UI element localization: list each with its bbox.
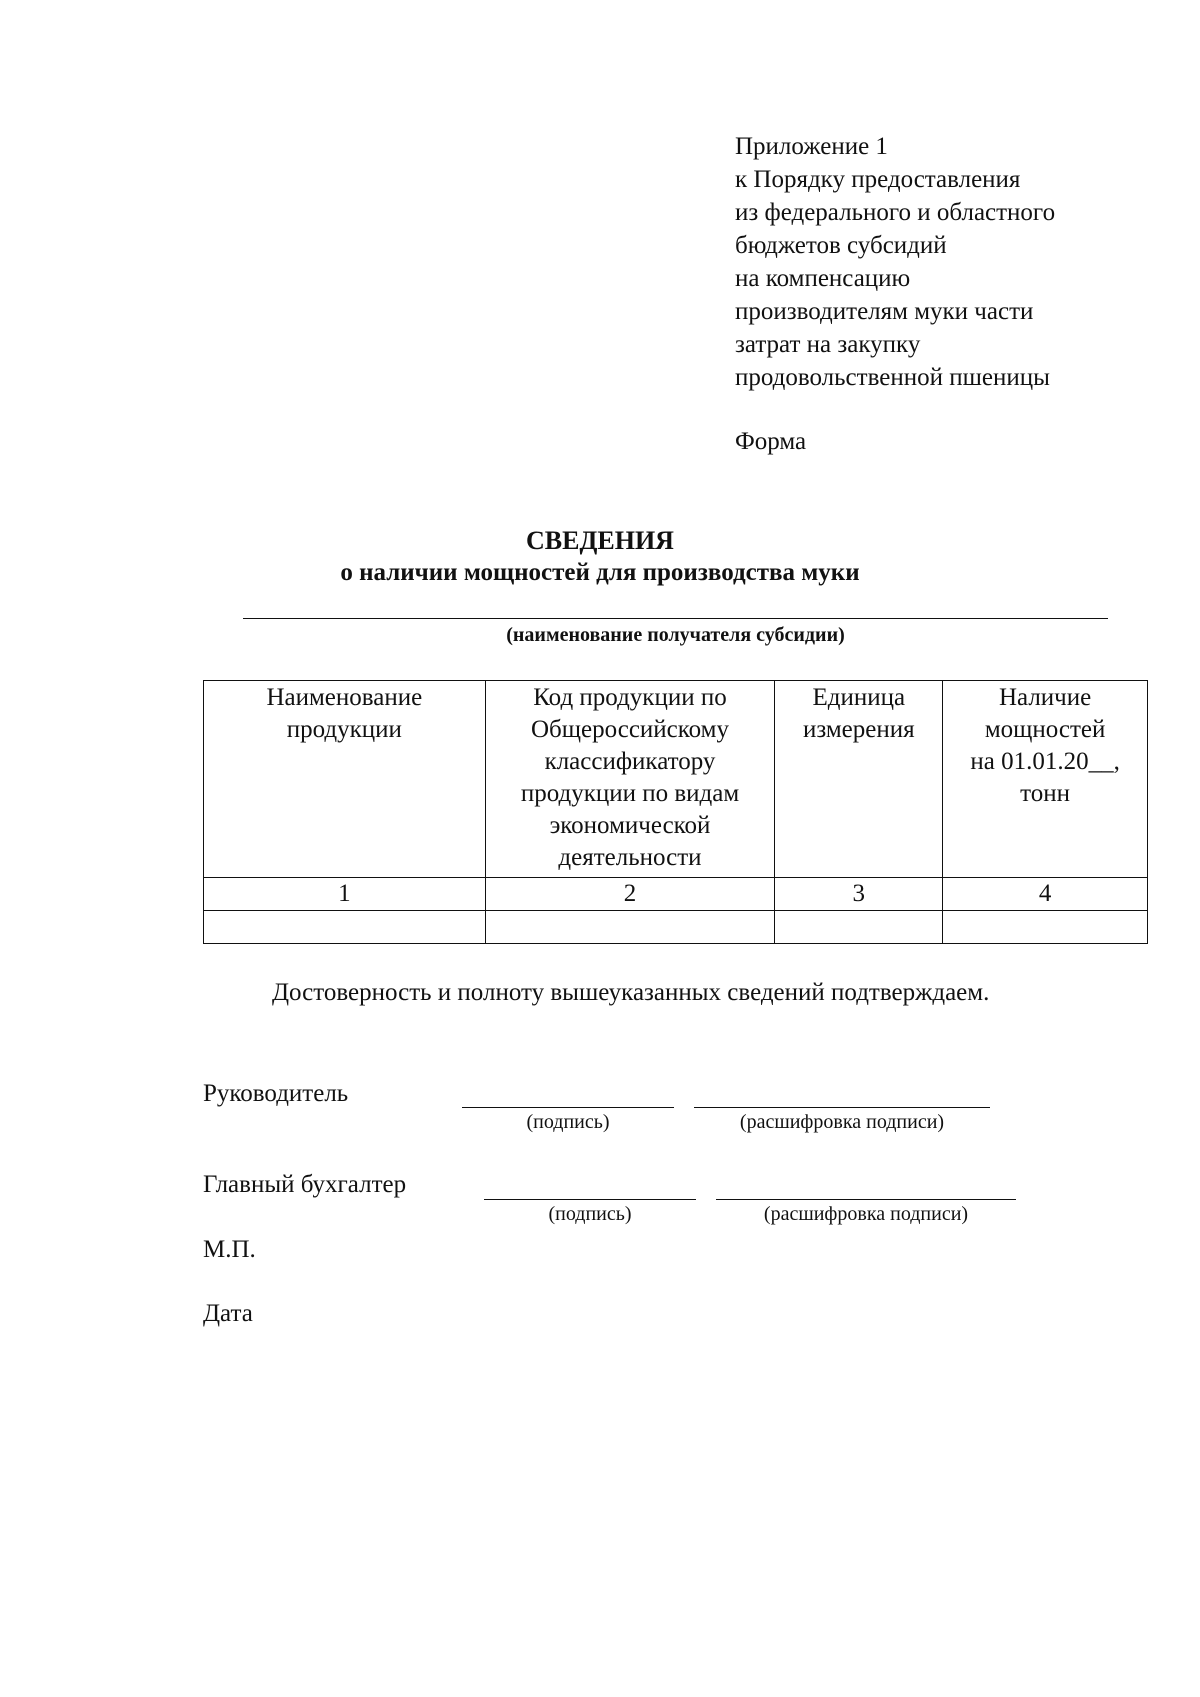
appendix-line: затрат на закупку	[735, 331, 921, 358]
column-number-row	[204, 878, 1148, 911]
header-text: мощностей	[984, 716, 1106, 743]
appendix-line: производителям муки части	[735, 298, 1034, 325]
capacity-table	[203, 680, 1148, 944]
accountant-signature-caption: (подпись)	[548, 1203, 632, 1225]
recipient-name-line[interactable]	[243, 618, 1108, 619]
column-number: 4	[943, 878, 1148, 911]
header-text: измерения	[802, 716, 915, 743]
recipient-caption: (наименование получателя субсидии)	[506, 624, 845, 646]
column-number: 2	[485, 878, 775, 911]
appendix-line: Приложение 1	[735, 133, 888, 160]
column-number: 1	[204, 878, 486, 911]
table-row	[204, 911, 1148, 944]
header-product-code	[485, 681, 775, 878]
appendix-line: к Порядку предоставления	[735, 166, 1021, 193]
accountant-decoding-caption: (расшифровка подписи)	[763, 1203, 969, 1225]
head-signature-line[interactable]	[462, 1107, 674, 1108]
table-header-row	[204, 681, 1148, 878]
form-label: Форма	[735, 428, 807, 455]
confirmation-text: Достоверность и полноту вышеуказанных сведений подтверждаем.	[272, 979, 990, 1006]
accountant-signature-line[interactable]	[484, 1199, 696, 1200]
header-text: продукции по видам	[520, 780, 740, 807]
header-text: классификатору	[544, 748, 716, 775]
header-text: Наличие	[998, 684, 1092, 711]
stamp-label: М.П.	[203, 1236, 256, 1263]
accountant-decoding-line[interactable]	[716, 1199, 1016, 1200]
document-subtitle: о наличии мощностей для производства муки	[340, 559, 860, 586]
head-label: Руководитель	[203, 1080, 349, 1107]
head-decoding-caption: (расшифровка подписи)	[739, 1111, 945, 1133]
table-cell[interactable]	[943, 911, 1148, 944]
header-product-name	[204, 681, 486, 878]
date-label: Дата	[203, 1300, 253, 1327]
head-decoding-line[interactable]	[694, 1107, 990, 1108]
header-text: деятельности	[558, 844, 702, 871]
appendix-reference	[735, 130, 1055, 394]
header-text: экономической	[549, 812, 711, 839]
table-cell[interactable]	[775, 911, 943, 944]
appendix-line: бюджетов субсидий	[735, 232, 947, 259]
table-cell[interactable]	[204, 911, 486, 944]
header-text: Наименование	[266, 684, 423, 711]
header-text: Общероссийскому	[530, 716, 729, 743]
header-text: Единица	[812, 684, 906, 711]
header-text: продукции	[286, 716, 402, 743]
header-unit	[775, 681, 943, 878]
column-number: 3	[775, 878, 943, 911]
header-text: на 01.01.20__,	[970, 748, 1120, 775]
head-signature-caption: (подпись)	[526, 1111, 610, 1133]
appendix-line: из федерального и областного	[735, 199, 1056, 226]
appendix-line: на компенсацию	[735, 265, 911, 292]
header-text: тонн	[1020, 780, 1071, 807]
appendix-line: продовольственной пшеницы	[735, 364, 1050, 391]
document-title: СВЕДЕНИЯ	[526, 526, 674, 555]
table-cell[interactable]	[485, 911, 775, 944]
accountant-label: Главный бухгалтер	[203, 1171, 407, 1198]
header-capacity	[943, 681, 1148, 878]
header-text: Код продукции по	[533, 684, 727, 711]
